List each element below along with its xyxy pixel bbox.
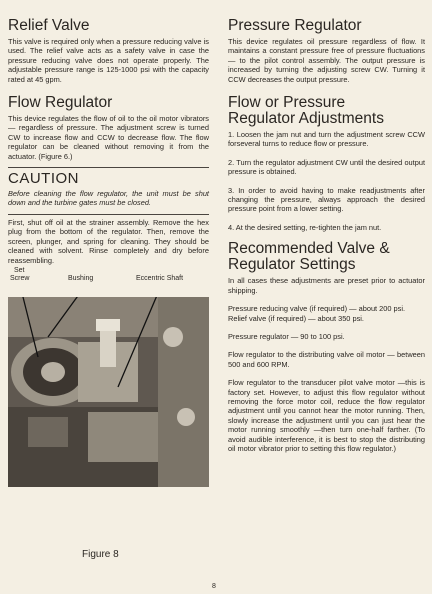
flow-regulator-body: This device regulates the flow of oil to the oil motor vibrators — regardless of pressure. The adjustment screw is turned CW to increase flow and CCW to decrease flow. The flow regulator can be cleaned without removing it from the actuator. (Figure 6.) bbox=[8, 114, 209, 161]
right-column bbox=[228, 18, 425, 453]
cleaning-instructions: First, shut off oil at the strainer assembly. Remove the hex plug from the bottom of the regulator. Then, remove the screen, plunger, and spring for cleaning. They should be cleaned with solvent. Rinse completely and dry before reassembling. bbox=[8, 217, 209, 265]
label-eccentric-shaft: Eccentric Shaft bbox=[136, 274, 184, 282]
adjustments-heading-line2: Regulator Adjustments bbox=[228, 110, 384, 128]
figure-caption: Figure 8 bbox=[82, 549, 119, 560]
relief-valve-body: This valve is required only when a pressure reducing valve is used. The relief valve acts as a safety valve in case the pressure reducing valve does not operate properly. The adjustable pressure range is 125-1000 psi with the capacity rated at 45 gpm. bbox=[8, 37, 209, 84]
pressure-regulator-heading: Pressure Regulator bbox=[228, 17, 362, 34]
pressure-regulator-body: This device regulates oil pressure regardless of flow. It maintains a constant pressure free of pressure fluctuations — to the pilot control assembly. The output pressure is increased by turning the adjusting screw CW. Turning it CCW decreases the output pressure. bbox=[228, 37, 425, 84]
adjustment-step-3: 3. In order to avoid having to make readjustments after changing the pressure, always approach the desired pressure point from a lower setting. bbox=[228, 185, 425, 214]
recommended-heading-line2: Regulator Settings bbox=[228, 256, 356, 274]
adjustment-step-4: 4. At the desired setting, re-tighten the jam nut. bbox=[228, 222, 382, 232]
setting-relief-valve: Relief valve (if required) — about 350 psi. bbox=[228, 313, 364, 323]
caution-heading: CAUTION bbox=[8, 170, 79, 188]
figure-labels bbox=[8, 267, 209, 297]
figure-8 bbox=[8, 267, 209, 489]
recommended-intro: In all cases these adjustments are preset prior to actuator shipping. bbox=[228, 276, 425, 295]
flow-regulator-heading: Flow Regulator bbox=[8, 94, 113, 112]
caution-bottom-rule bbox=[8, 214, 209, 215]
setting-pressure-reducing: Pressure reducing valve (if required) — about 200 psi. bbox=[228, 304, 406, 314]
caution-body: Before cleaning the flow regulator, the unit must be shut down and the turbine gates must be closed. bbox=[8, 189, 209, 208]
actuator-photo bbox=[8, 297, 209, 487]
page-number: 8 bbox=[212, 583, 216, 590]
setting-flow-regulator-transducer: Flow regulator to the transducer pilot valve motor —this is factory set. However, to adjust this flow regulator without removing the force motor coil, reduce the flow regulator adjustment until you cannot hear the motor running. Then, slowly increase the adjustment until you can just hear the motor running smoothly —then turn one-half farther. (To avoid audible interference, it is best to stop the distributing oil motor vibrator prior to setting this flow regulator.) bbox=[228, 378, 425, 453]
recommended-heading-line1: Recommended Valve & bbox=[228, 240, 390, 258]
adjustments-heading-line1: Flow or Pressure bbox=[228, 94, 346, 112]
label-bushing: Bushing bbox=[68, 274, 94, 282]
setting-flow-regulator-distributing: Flow regulator to the distributing valve oil motor — between 500 and 600 RPM. bbox=[228, 350, 425, 369]
label-set-screw: Set Screw bbox=[10, 266, 30, 282]
adjustment-step-2: 2. Turn the regulator adjustment CW until the desired output pressure is obtained. bbox=[228, 157, 425, 177]
caution-top-rule bbox=[8, 167, 209, 168]
adjustment-step-1: 1. Loosen the jam nut and turn the adjustment screw CCW forseveral turns to reduce flow or pressure. bbox=[228, 130, 425, 149]
relief-valve-heading: Relief Valve bbox=[8, 17, 90, 34]
left-column bbox=[8, 18, 209, 489]
setting-pressure-regulator: Pressure regulator — 90 to 100 psi. bbox=[228, 331, 345, 341]
